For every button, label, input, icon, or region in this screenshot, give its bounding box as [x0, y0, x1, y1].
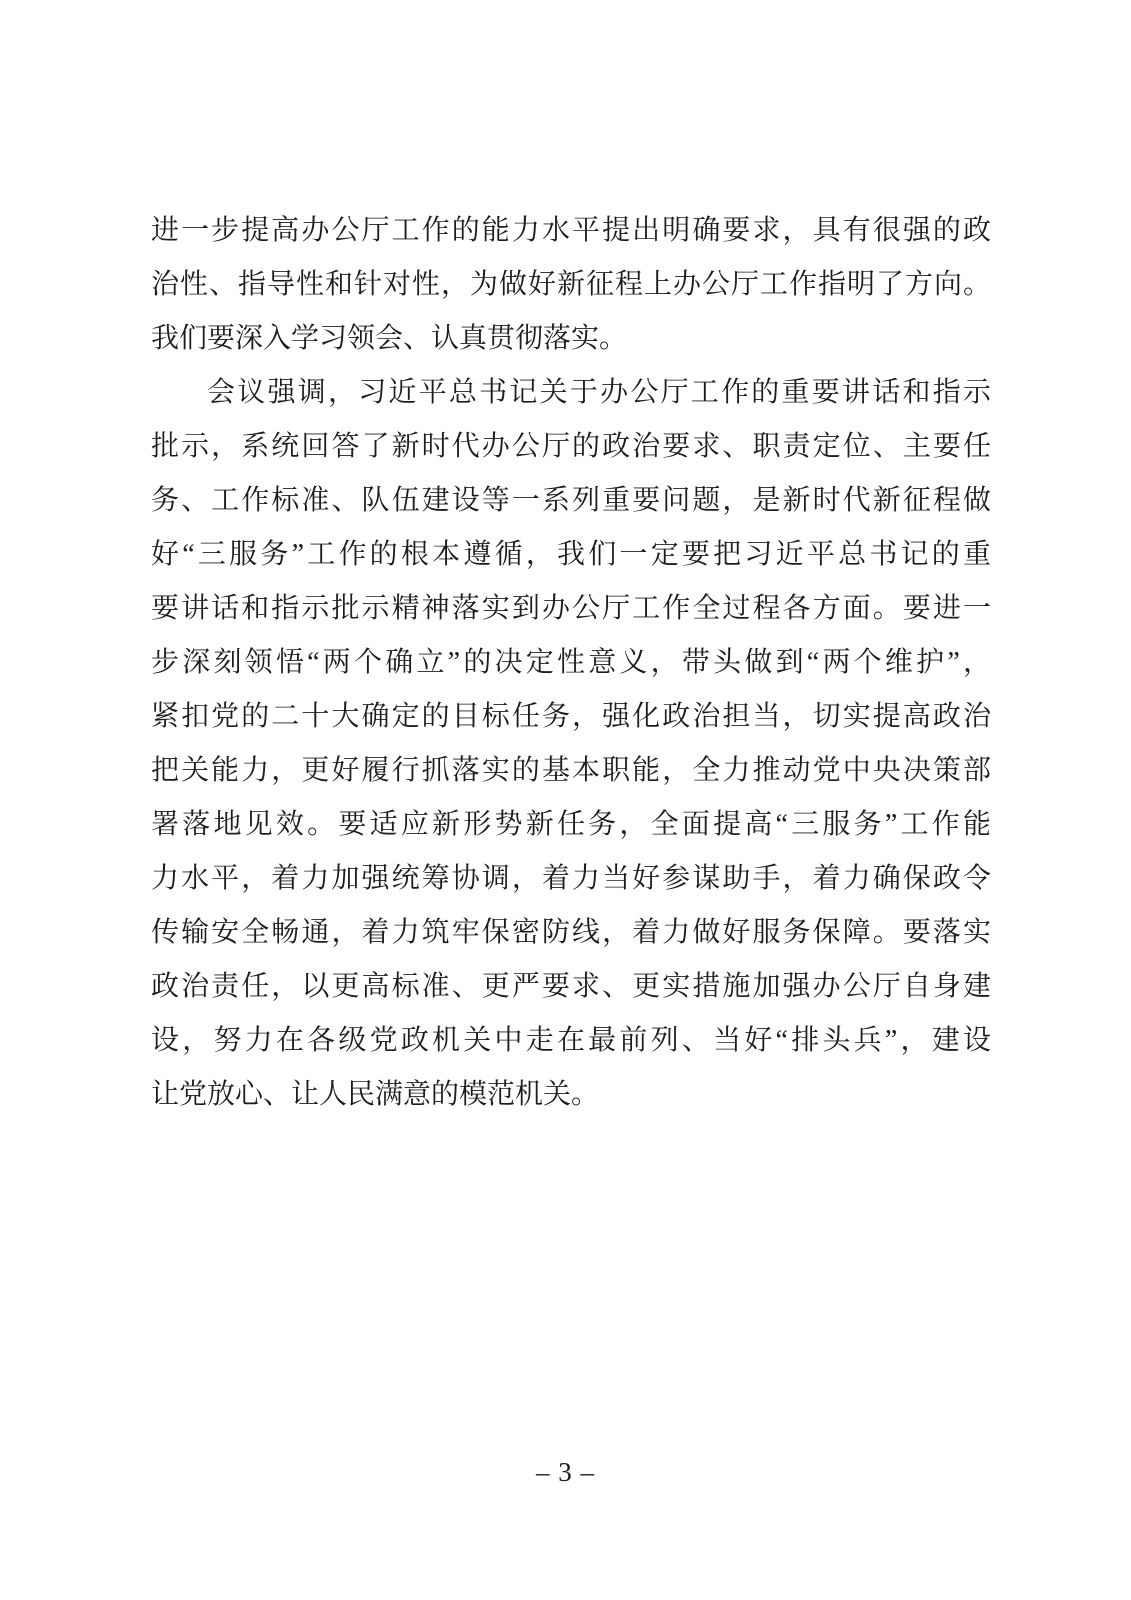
text-line: 紧扣党的二十大确定的目标任务，强化政治担当，切实提高政治 — [151, 701, 991, 732]
text-line: 署落地见效。要适应新形势新任务，全面提高“三服务”工作能 — [151, 809, 991, 840]
text-line: 传输安全畅通，着力筑牢保密防线，着力做好服务保障。要落实 — [151, 917, 991, 948]
text-line: 批示，系统回答了新时代办公厅的政治要求、职责定位、主要任 — [151, 431, 991, 462]
text-line: 力水平，着力加强统筹协调，着力当好参谋助手，着力确保政令 — [151, 863, 991, 894]
text-line: 把关能力，更好履行抓落实的基本职能，全力推动党中央决策部 — [151, 755, 991, 786]
text-line: 进一步提高办公厅工作的能力水平提出明确要求，具有很强的政 — [151, 215, 991, 246]
text-line: 好“三服务”工作的根本遵循，我们一定要把习近平总书记的重 — [151, 539, 991, 570]
text-line: 要讲话和指示批示精神落实到办公厅工作全过程各方面。要进一 — [151, 593, 991, 624]
body-text — [151, 204, 991, 1122]
text-line: 设，努力在各级党政机关中走在最前列、当好“排头兵”，建设 — [151, 1025, 991, 1056]
text-line-paragraph-start: 会议强调，习近平总书记关于办公厅工作的重要讲话和指示 — [207, 377, 991, 408]
text-line-paragraph-end: 让党放心、让人民满意的模范机关。 — [151, 1079, 600, 1110]
text-line-paragraph-end: 我们要深入学习领会、认真贯彻落实。 — [151, 323, 628, 354]
text-line: 治性、指导性和针对性，为做好新征程上办公厅工作指明了方向。 — [151, 269, 991, 300]
text-line: 步深刻领悟“两个确立”的决定性意义，带头做到“两个维护”， — [151, 647, 991, 678]
text-line: 政治责任，以更高标准、更严要求、更实措施加强办公厅自身建 — [151, 971, 991, 1002]
page-number: – 3 – — [536, 1457, 595, 1487]
text-line: 务、工作标准、队伍建设等一系列重要问题，是新时代新征程做 — [151, 485, 991, 516]
